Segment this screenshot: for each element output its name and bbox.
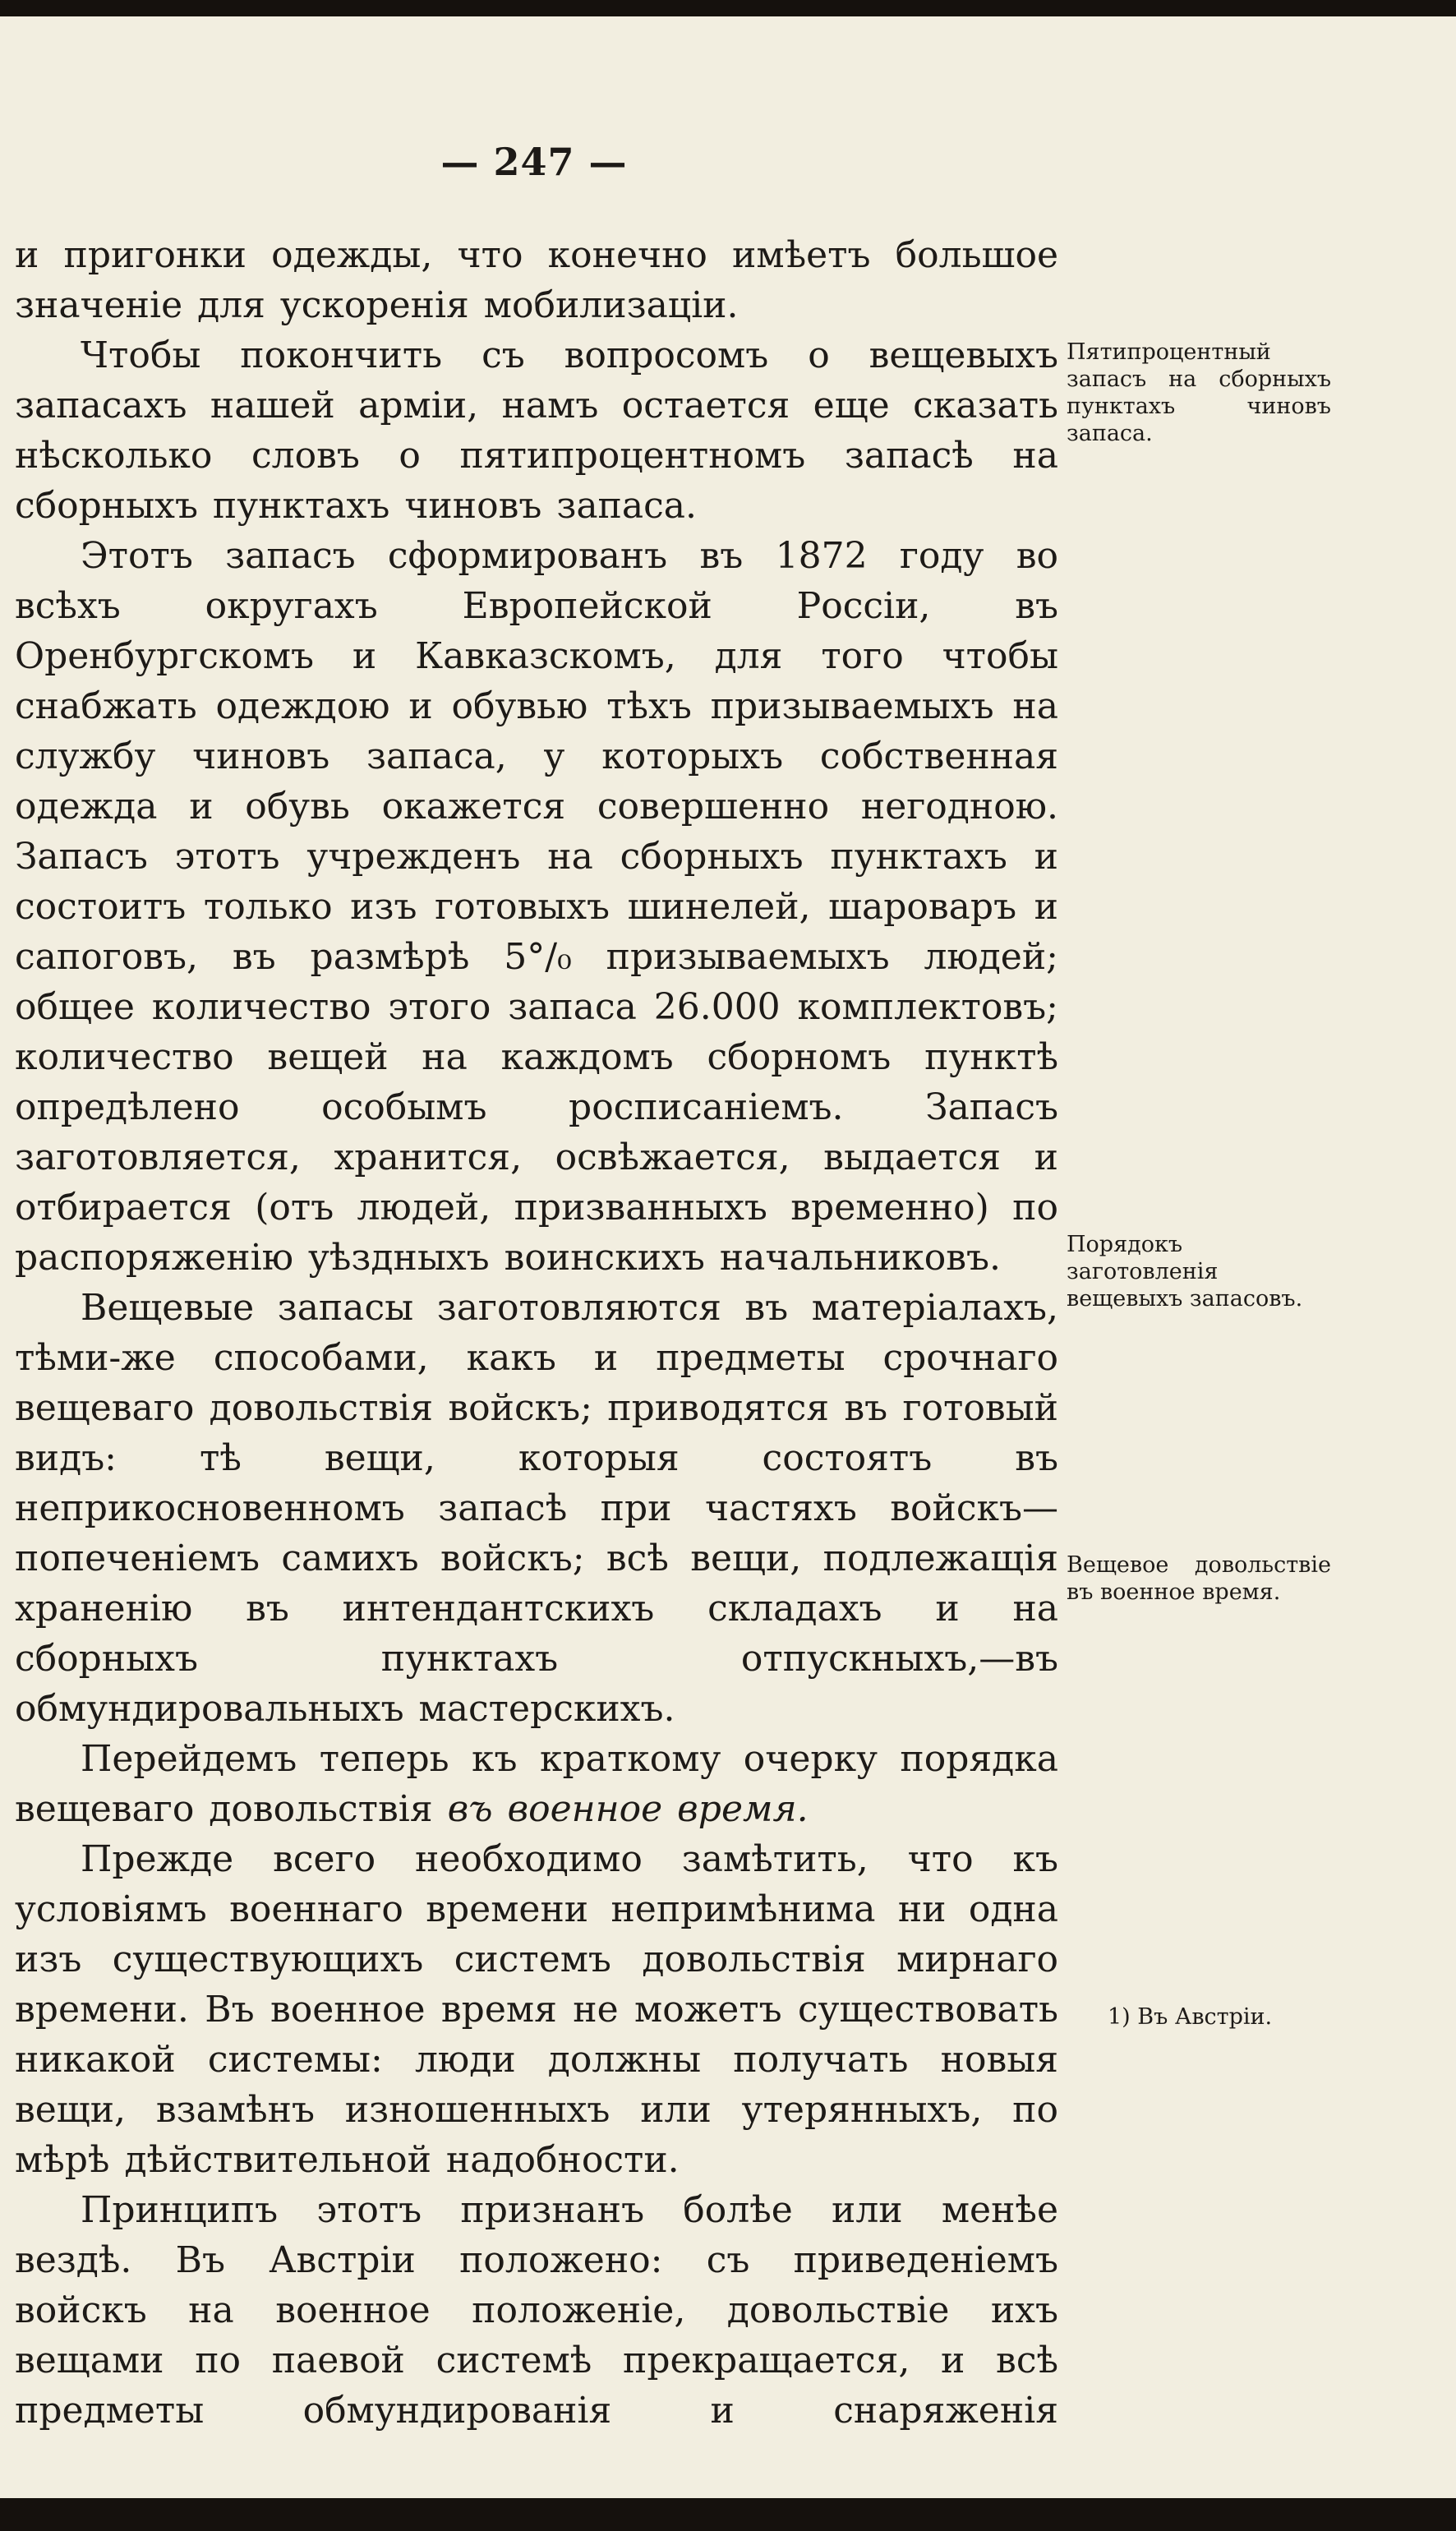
wartime-intro-text: Перейдемъ теперь къ краткому очерку порядка вещеваго довольствія: [15, 1738, 1058, 1830]
wartime-intro-italic: въ военное время.: [447, 1788, 809, 1830]
paragraph-five-percent-intro: Чтобы покончить съ вопросомъ о вещевыхъ запасахъ нашей арміи, намъ остается еще сказать нѣсколько словъ о пятипроцентномъ запасѣ на сборныхъ пунктахъ чиновъ запаса.: [15, 334, 1058, 527]
margin-note-five-percent: Пятипроцентный запасъ на сборныхъ пунктахъ чиновъ запаса.: [1067, 339, 1331, 446]
book-page: [0, 16, 1456, 2498]
margin-note-procurement: Порядокъ заготовленія вещевыхъ запасовъ.: [1067, 1232, 1303, 1312]
paragraph-continuation: и пригонки одежды, что конечно имѣетъ большое значеніе для ускоренія мобилизаціи.: [15, 234, 1058, 326]
margin-note-wartime: Вещевое довольствіе въ военное время.: [1067, 1552, 1331, 1605]
margin-note-austria: 1) Въ Австріи.: [1108, 2004, 1273, 2030]
paragraph-austria: Принципъ этотъ признанъ болѣе или менѣе вездѣ. Въ Австріи положено: съ приведеніемъ войскъ на военное положеніе, довольствіе ихъ вещами по паевой системѣ прекращается, и всѣ предметы обмундированія и снаряженія: [15, 2189, 1058, 2432]
paragraph-five-percent-reserve: Этотъ запасъ сформированъ въ 1872 году во всѣхъ округахъ Европейской Россіи, въ Оренбургскомъ и Кавказскомъ, для того чтобы снабжать одеждою и обувью тѣхъ призываемыхъ на службу чиновъ запаса, у которыхъ собственная одежда и обувь окажется совершенно негодною. Запасъ этотъ учрежденъ на сборныхъ пунктахъ и состоитъ только изъ готовыхъ шинелей, шароваръ и сапоговъ, въ размѣрѣ 5°/₀ призываемыхъ людей; общее количество этого запаса 26.000 комплектовъ; количество вещей на каждомъ сборномъ пунктѣ опредѣлено особымъ росписаніемъ. Запасъ заготовляется, хранится, освѣжается, выдается и отбирается (отъ людей, призванныхъ временно) по распоряженію уѣздныхъ воинскихъ начальниковъ.: [15, 535, 1058, 1279]
main-text-column: [15, 230, 1058, 2436]
paragraph-wartime-conditions: Прежде всего необходимо замѣтить, что къ условіямъ военнаго времени непримѣнима ни одна изъ существующихъ системъ довольствія мирнаго времени. Въ военное время не можетъ существовать никакой системы: люди должны получать новыя вещи, взамѣнъ изношенныхъ или утерянныхъ, по мѣрѣ дѣйствительной надобности.: [15, 1838, 1058, 2181]
paragraph-procurement: Вещевые запасы заготовляются въ матеріалахъ, тѣми-же способами, какъ и предметы срочнаго вещеваго довольствія войскъ; приводятся въ готовый видъ: тѣ вещи, которыя состоятъ въ неприкосновенномъ запасѣ при частяхъ войскъ— попеченіемъ самихъ войскъ; всѣ вещи, подлежащія храненію въ интендантскихъ складахъ и на сборныхъ пунктахъ отпускныхъ,—въ обмундировальныхъ мастерскихъ.: [15, 1287, 1058, 1730]
page-number: — 247 —: [440, 140, 628, 184]
paragraph-wartime-intro: [15, 1734, 1058, 1834]
